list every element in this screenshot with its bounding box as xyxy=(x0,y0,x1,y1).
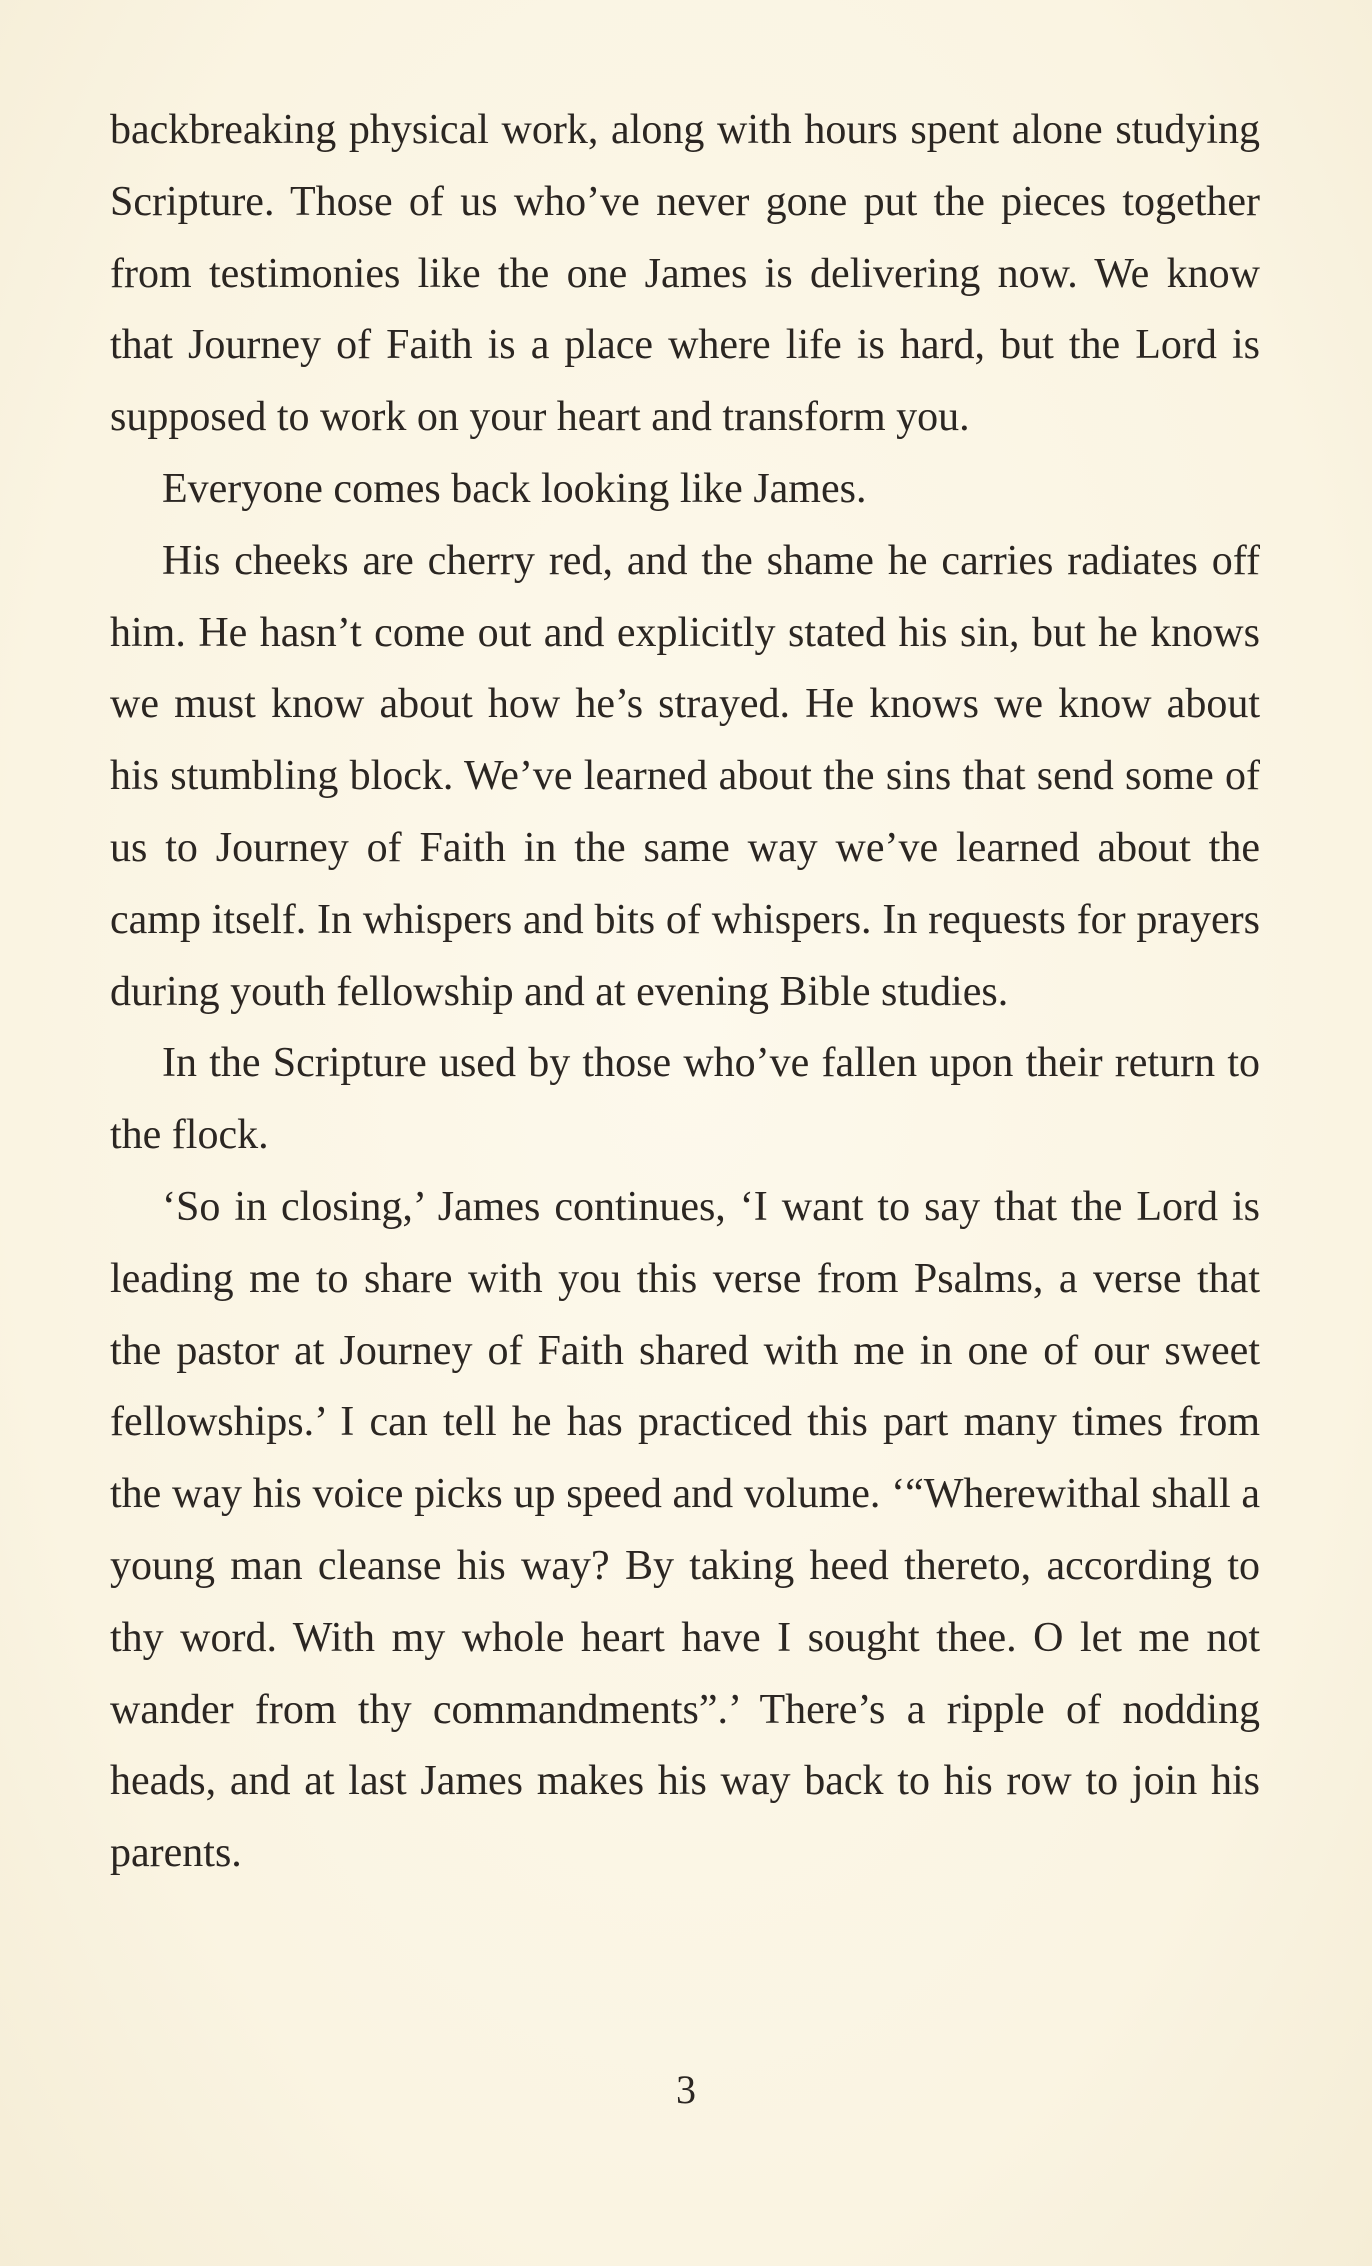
paragraph-5: ‘So in closing,’ James continues, ‘I want to say that the Lord is leading me to share with you this verse from Psalms, a verse that the pastor at Journey of Faith shared with me in one of our sweet fellowships.’ I can tell he has practiced this part many times from the way his voice picks up speed and volume. ‘“Wherewithal shall a young man cleanse his way? By taking heed thereto, according to thy word. With my whole heart have I sought thee. O let me not wander from thy commandments”.’ There’s a ripple of nodding heads, and at last James makes his way back to his row to join his parents. xyxy=(110,1183,1260,1877)
paragraph-4: In the Scripture used by those who’ve fallen upon their return to the flock. xyxy=(110,1040,1260,1159)
body-text xyxy=(110,95,1260,1890)
paragraph-3: His cheeks are cherry red, and the shame he carries radiates off him. He hasn’t come out and explicitly stated his sin, but he knows we must know about how he’s strayed. He knows we know about his stumbling block. We’ve learned about the sins that send some of us to Journey of Faith in the same way we’ve learned about the camp itself. In whispers and bits of whispers. In requests for prayers during youth fellowship and at evening Bible studies. xyxy=(110,537,1260,1015)
page-number: 3 xyxy=(676,2067,696,2112)
paragraph-1: backbreaking physical work, along with hours spent alone studying Scripture. Those of us who’ve never gone put the pieces together from testimonies like the one James is delivering now. We know that Journey of Faith is a place where life is hard, but the Lord is supposed to work on your heart and transform you. xyxy=(110,107,1260,441)
paragraph-2: Everyone comes back looking like James. xyxy=(162,465,867,512)
